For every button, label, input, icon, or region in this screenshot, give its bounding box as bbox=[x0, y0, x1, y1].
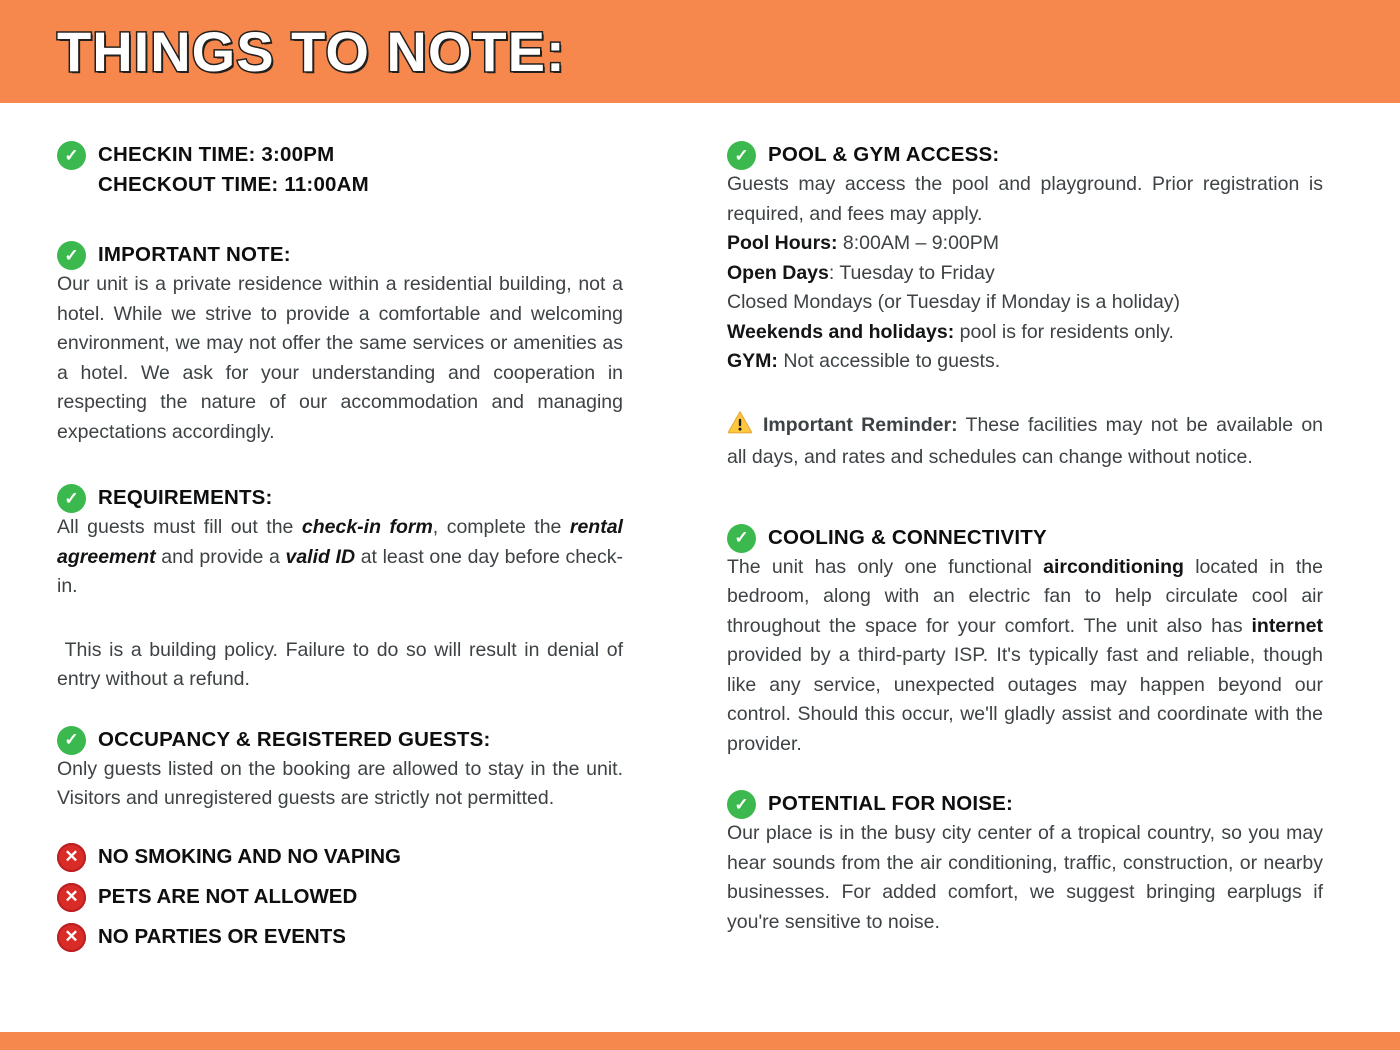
pool-gym-intro: Guests may access the pool and playground. Prior registration is required, and fees may apply. bbox=[727, 173, 1323, 225]
noise-heading: POTENTIAL FOR NOISE: bbox=[768, 792, 1014, 815]
important-reminder-text: Important Reminder: These facilities may not be available on all days, and rates and schedules can change without notice. bbox=[727, 413, 1324, 468]
check-circle-icon: ✓ bbox=[57, 241, 86, 270]
right-column bbox=[727, 103, 1323, 937]
left-column bbox=[57, 103, 629, 962]
warning-icon bbox=[727, 407, 753, 444]
prohibition-label: NO PARTIES OR EVENTS bbox=[98, 924, 346, 948]
cross-circle-icon: ✕ bbox=[57, 923, 86, 952]
check-circle-icon: ✓ bbox=[727, 790, 756, 819]
prohibition-no-parties bbox=[57, 922, 623, 952]
check-circle-icon: ✓ bbox=[727, 141, 756, 170]
important-note-body: Our unit is a private residence within a residential building, not a hotel. While we strive to provide a comfortable and welcoming environment, we may not offer the same services or amenities as a hotel. We ask for your understanding and cooperation in respecting the nature of our accommodation and managing expectations accordingly. bbox=[57, 273, 623, 443]
prohibition-no-pets bbox=[57, 882, 623, 912]
important-note-heading: IMPORTANT NOTE: bbox=[98, 243, 291, 266]
pool-hours-line: Pool Hours: 8:00AM – 9:00PM bbox=[727, 232, 1000, 254]
cross-circle-icon: ✕ bbox=[57, 843, 86, 872]
section-noise bbox=[727, 789, 1323, 937]
pool-gym-heading: POOL & GYM ACCESS: bbox=[768, 143, 1000, 166]
open-days-line: Open Days: Tuesday to Friday bbox=[727, 261, 995, 284]
check-circle-icon: ✓ bbox=[57, 141, 86, 170]
check-circle-icon: ✓ bbox=[727, 524, 756, 553]
check-circle-icon: ✓ bbox=[57, 484, 86, 513]
gym-line: GYM: Not accessible to guests. bbox=[727, 350, 1001, 372]
requirements-heading: REQUIREMENTS: bbox=[98, 486, 273, 509]
requirements-body: All guests must fill out the check-in form, complete the rental agreement and provide a valid ID at least one day before check-in. bbox=[57, 516, 623, 597]
checkin-time-label: CHECKIN TIME: 3:00PM bbox=[98, 143, 335, 166]
cooling-heading: COOLING & CONNECTIVITY bbox=[768, 525, 1047, 549]
prohibition-label: NO SMOKING AND NO VAPING bbox=[98, 844, 401, 868]
cross-circle-icon: ✕ bbox=[57, 883, 86, 912]
requirements-policy-note: This is a building policy. Failure to do so will result in denial of entry without a refund. bbox=[57, 638, 629, 690]
check-circle-icon: ✓ bbox=[57, 726, 86, 755]
noise-body: Our place is in the busy city center of a tropical country, so you may hear sounds from the air conditioning, traffic, construction, or nearby businesses. For added comfort, we suggest bringing earplugs if you're sensitive to noise. bbox=[727, 822, 1323, 933]
occupancy-body: Only guests listed on the booking are allowed to stay in the unit. Visitors and unregistered guests are strictly not permitted. bbox=[57, 757, 623, 809]
section-checkin bbox=[57, 140, 623, 200]
prohibitions-list bbox=[57, 842, 623, 952]
important-reminder bbox=[727, 407, 1323, 473]
occupancy-heading: OCCUPANCY & REGISTERED GUESTS: bbox=[98, 727, 491, 751]
weekends-line: Weekends and holidays: pool is for residents only. bbox=[727, 320, 1174, 343]
section-important-note bbox=[57, 240, 623, 447]
checkout-time-label: CHECKOUT TIME: 11:00AM bbox=[98, 173, 369, 196]
prohibition-no-smoking bbox=[57, 842, 623, 872]
cooling-body: The unit has only one functional airconditioning located in the bedroom, along with an electric fan to help circulate cool air throughout the space for your comfort. The unit also has internet provided by a third-party ISP. It's typically fast and reliable, though like any service, unexpected outages may happen beyond our control. Should this occur, we'll gladly assist and coordinate with the provider. bbox=[727, 555, 1323, 755]
section-requirements bbox=[57, 483, 629, 695]
section-pool-gym bbox=[727, 140, 1323, 377]
prohibition-label: PETS ARE NOT ALLOWED bbox=[98, 884, 358, 908]
page-title: THINGS TO NOTE: bbox=[57, 20, 566, 83]
header-band bbox=[0, 0, 1400, 103]
footer-band bbox=[0, 1032, 1400, 1050]
section-occupancy bbox=[57, 725, 623, 814]
closed-days-line: Closed Mondays (or Tuesday if Monday is a holiday) bbox=[727, 291, 1181, 313]
section-cooling-connectivity bbox=[727, 523, 1323, 760]
